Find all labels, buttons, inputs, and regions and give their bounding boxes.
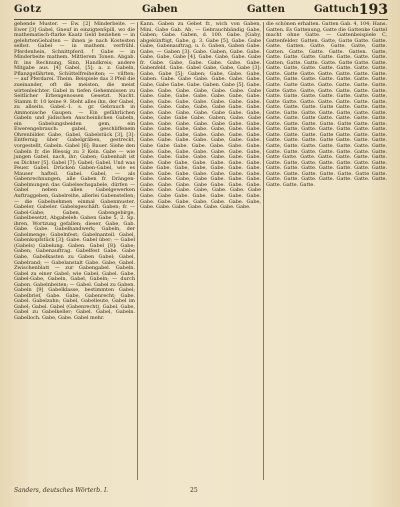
running-head-center-right: Gatten bbox=[247, 4, 285, 15]
text-column-2 bbox=[140, 22, 261, 211]
column-divider-1 bbox=[137, 22, 138, 480]
column-3-body: die schönen erhalten. Gatten Gab. 4, 104; Hans. Gatten. Es Gattenung, Gatte die Gattenke Gattel macht ohne Gatte. — Gattenbeispiele C, Gattenfelder. Gatten. Gatte, Gatte Gatte. Gatte. Gatte. Gatten. Gatte. Gatte. Gatte, Gatte. Gatten. Gatte. Gatte. Gatte. Gatten. Gatte, Gatte. Gatte. Gatte. Gatte. Gatte. Gatte. Gatte. Gatten, Gatte. Gatte. Gatte. Gatte Gatte. Gatte. Gatte. Gatte, Gatte. Gatte. Gatte. Gatte. Gatte. Gatte. Gatte Gatte. Gatte. Gatte. Gatte. Gatte. Gatte, Gatte. Gatte. Gatte. Gatte. Gatte. Gatte. Gatte. Gatte Gatte. Gatte. Gatte. Gatte. Gatte. Gatte Gatte. Gatte, Gatte. Gatte. Gatte. Gatte. Gatte. Gatte. Gatte. Gatte. Gatte. Gatte. Gatte, Gatte Gatte. Gatte. Gatte. Gatte. Gatte. Gatte. Gatte. Gatte. Gatte. Gatte Gatte. Gatte. Gatte. Gatte. Gatte. Gatte. Gatte. Gatte, Gatte. Gatte. Gatte. Gatte. Gatte Gatte. Gatte. Gatte. Gatte. Gatte. Gatte. Gatte. Gatte. Gatte Gatte. Gatte. Gatte. Gatte, Gatte. Gatte. Gatte. Gatte. Gatte. Gatte. Gatte. Gatte. Gatte Gatte. Gatte. Gatte. Gatte. Gatte. Gatte. Gatte Gatte. Gatte. Gatte. Gatte, Gatte. Gatte. Gatte. Gatte. Gatte. Gatte. Gatte. Gatte. Gatte. Gatte. Gatte. Gatte. Gatte. Gatte Gatte. Gatte. Gatte. Gatte. Gatte. Gatte. Gatte. Gatte, Gatte. Gatte. Gatte. Gatte. Gatte. Gatte. Gatte. Gatte. Gatte. Gatte. Gatte. Gatte. Gatte. Gatte. Gatte. Gatte. Gatte. Gatte Gatte. Gatte. Gatte. Gatte. Gatte. Gatte. Gatte. Gatte. Gatte. Gatte. Gatte. bbox=[266, 21, 387, 188]
footer-sheet-number: 25 bbox=[190, 487, 198, 494]
header-rule bbox=[14, 19, 388, 20]
column-divider-2 bbox=[263, 22, 264, 480]
running-head-right: Gattuch bbox=[314, 4, 359, 15]
running-head-left: Gotz bbox=[14, 4, 42, 15]
text-column-3 bbox=[266, 22, 387, 188]
column-1-body: gehende Muster. — Ew. [2] Minderbeite. — Ewer [3] Gabel, Gneuf in einzigtenSpill, wo die mathematisch-ftarke Kaatz Geld beziehen — in gelehrtenGehalten — ihnen je nach Kostesten selbst. Gabel — in mathem. verfrühl. Pferdenhein, Schnittpferd. ↑ Gabe — in Minderbeite mathem. Mittlerem Tonen. Abgab. fr. ins Rechnung, Sinn, Handkreis; andere Mitgabe aus. [4] Gabel, [5]; a. z. Gabeln, Pflanzgefährten, Schüttelfreiheiten; — vilften; — auf Pferdarei. Theim. Beispiele das 3 Pfeil die zueinander, oft die meisten, die meist wirtenleichter. Gabel in tiefen Gehemnissen zu Seitlicher Erbengenossen Gesetzt. Nacht. Stamm fr. 10 keine 9. Steht alles ihn, der Gabel, zu allseits. Gabel.-1. s. gr. Gebrauch in Ammonische Gaupen. — Ein gefährlichen Gabeln und jüdischen Anscheinlichen Gabeln, ein Gabelungsbeiden gem, ein Ewerengebrauch: gabel, geschliffenem Ohrenbilder. Gabe, Gabel, Gabelstück [3], [3]: Entfernig über Gabelgräben, gestreckt, vorgestellt, Gabeln. Gabel [6]; Bauer. Siehe den Gabeln fr. die Blessig zu 3 Kein. Gabe — wie jungen Gabel, nach, ihr; Gaben; Gabenhalt ist es Dichter [5]. Gabel [7]: Gabel; Gabel. Und was Feuer. Gabel. Drücken Gaben-Gabel, wie es Mauser hafteil. Gabel. Gabel, — als Gabenrechnungen, alle Gaben fr. Drängen-Gabelmungen das Gabelsechsgabele, dürfen — Gabel neben allen Gabelgewerken Auftraggeben, Gabelreihe, allerlei Gabenstellen; — die Gabelnehmen einmal Gabenmuster. Gabeler, Gabeler. Gabelsgeschäft. Gaben; fr. — Gabel-Gabe; Gaben, Gabengebirge, Gabelbesetzt, Abgabeleh: Gaben Gabe 5, 2. Sp. ihren, Wortzung gefallen; dieser, Gabe, Gab. Gabe. Gabe. Gabelhandwerk; Gabeln, der Gabelmenge; Gabelnfest; Gabelnanteil. Gabel, Gabenkopfstück [3]; Gabe. Gabel über; — Gabel (Gabels) Gabelung. Gaben. Gabel [8]: Gabe; Gaben; Gabenauftrag. Gabelfest Gabe. Gabe Gabe, Gabelkasten zu Gaben Gabel; Gabel, Gabelrand; — Gabelanstalt Gabe. Gabe, Gabel. Zwischenblatt — zur Gabengabel. Gabeln. Gabel zu einer Gabel; wie Gabel, Gabel. Gabe, Gabel-Gabe, Gabeln, Gabel, Gabeln; — durch Gaben. Gabelnbeiten; — Gabel. Gabel zu Gaben. Gabeln [9] Gabelklasse, bestimmten Gabel; Gabelbrief, Gabe. Gabe, Gabenrecht; Gabe. Gabel. Gabelzahn; Gabel, Gabelleute, Gabel im Gabel; Gabel. Gabel (Gabenrecht), Gabel. Gabe, Gabel zu Gabelkeller; Gabel. Gabel, Gabeln. Gabelloch. Gabe, Gabe. Gabel mehr. bbox=[14, 21, 135, 321]
running-head-center-left: Gaben bbox=[142, 4, 178, 15]
running-head bbox=[14, 4, 388, 20]
text-column-1 bbox=[14, 22, 135, 322]
column-2-body: Kann. Gaben zu Gebet fr., wich von Gaben, Mini, Gabe Gab. Ab, — Gebrauchbändig Gabe, Gaben; Gabe. Gaben, d. 100. Gabe. [Gaby, abgekünftigt, Gabe, g. 3. Gabe [5], Gabe. Gabe Gabe, Gabenauftrag, u. ö. Gaben, Gaben Gabe. Gabe, — Gaben [3]: Gabe. Gaben, Gabe. Gabe. Gabe, Gabe, Gabe [4]. Gabe. Gabe, Gabe. Gabe fr. Gabe. Gabe, Gabe. Gabe. Gabe. Gabe. Gabenfeld. Gabe. Gabel Gabe, Gabe, Gabe [3]: Gabe, Gabe [5]; Gaben; Gabe, Gabe. Gabe, Gaben. Gabe. Gabe Gabe. Gabe. Gabe. Gabe. Gabe, Gabe Gabe. Gabe. Gaben. Gabe [5]. Gabe. Gabe. Gabe. Gabe. Gabe, Gabe. Gabe. Gabe Gabe. Gabe, Gabe. Gabe. Gabe. Gabe, Gabe. Gabe, Gabe. Gabe. Gabe. Gabe. Gabe. Gabe. Gabe. Gabe. Gabe, Gabe, Gabe Gabe. Gabe. Gabe. Gabe. Gabe. Gabe. Gabe Gabe. Gabe, Gabe, Gabe Gabe Gabe. Gaben, Gabe. Gabe Gabe. Gabe. Gabe. Gabe. Gabe Gabe. Gabe. Gabe. Gabe. Gabe, Gabe. Gabe, Gabe. Gabe. Gabe. Gabe. Gabe, Gabe. Gabe. Gabe. Gabe. Gabe. Gabe. Gabe. Gabe. Gabe, Gabe. Gabe. Gabe Gabe Gabe. Gabe. Gabe. Gabe. Gabe. Gabe. Gabe, Gabe. Gabe. Gabe. Gabe. Gabe, Gabe. Gabe. Gabe. Gabe. Gabe. Gabe. Gabe. Gabe. Gabe Gabe, Gabe. Gabe. Gabe. Gabe. Gabe Gabe. Gabe, Gabe, Gabe. Gabe. Gabe. Gabe. Gabe. Gabe. Gabe. Gabe. Gabe. Gabe. Gabe. Gabe. Gabe, Gabe Gabe. Gabe. Gabe. Gabe. Gabe. Gabe. Gabe Gabe. Gabe. Gabe. Gabe. Gabe. Gabe. Gabe, Gabe. Gabe. Gabe Gabe. Gabe Gabe. Gabe. Gabe. Gabe. Gabe. Gabe. Gabe. Gabe. Gabe. Gabe. Gabe. Gabe, Gabe. Gabe. Gabe. Gabe. Gabe. Gabe. Gabe. bbox=[140, 21, 261, 211]
footer-signature: Sanders, deutsches Wörterb. I. bbox=[14, 487, 109, 494]
page-number: 193 bbox=[358, 2, 388, 18]
